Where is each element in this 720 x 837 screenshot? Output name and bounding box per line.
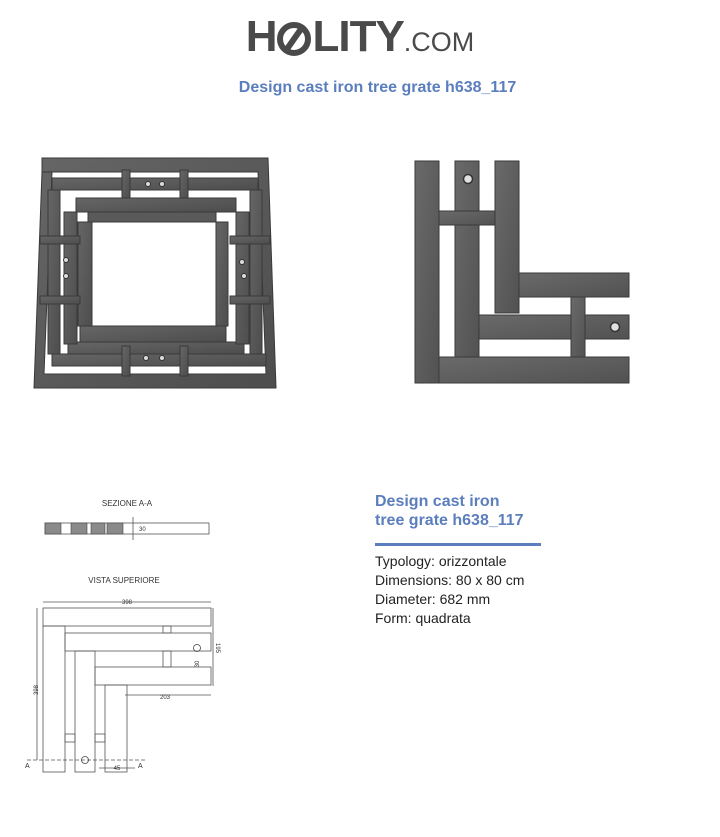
bar-width-dim-label: 45 bbox=[113, 766, 121, 772]
spec-typology: Typology: orizzontale bbox=[375, 553, 507, 569]
height-dim-label: 398 bbox=[34, 684, 40, 696]
section-mark-left: A bbox=[25, 763, 30, 770]
technical-drawing bbox=[15, 490, 230, 780]
logo-emblem-icon bbox=[277, 21, 311, 57]
product-title-line1: Design cast iron bbox=[375, 493, 500, 510]
grate-full-view-image bbox=[30, 150, 280, 390]
section-a-a-label: SEZIONE A-A bbox=[101, 499, 153, 508]
section-mark-right: A bbox=[138, 763, 143, 770]
logo-text-end: LITY bbox=[312, 12, 404, 61]
spec-diameter: Diameter: 682 mm bbox=[375, 591, 491, 607]
brand-logo bbox=[0, 12, 720, 62]
spec-dimensions: Dimensions: 80 x 80 cm bbox=[375, 572, 525, 588]
grate-corner-detail-image bbox=[405, 155, 633, 387]
width-dim-label: 398 bbox=[121, 600, 133, 606]
offset-dim-label: 203 bbox=[159, 695, 171, 701]
product-title-line2: tree grate h638_117 bbox=[375, 512, 524, 529]
spec-divider bbox=[375, 543, 541, 546]
section-dim-label: 30 bbox=[139, 527, 146, 533]
page-title: Design cast iron tree grate h638_117 bbox=[238, 79, 517, 96]
bolt-dim-label: 30 bbox=[195, 660, 201, 668]
logo-text-start: H bbox=[245, 12, 277, 61]
side-dim-label: 195 bbox=[214, 642, 220, 654]
logo-suffix: .COM bbox=[403, 27, 475, 57]
product-spec bbox=[375, 492, 545, 628]
spec-form: Form: quadrata bbox=[375, 610, 471, 626]
top-view-label: VISTA SUPERIORE bbox=[88, 576, 160, 585]
